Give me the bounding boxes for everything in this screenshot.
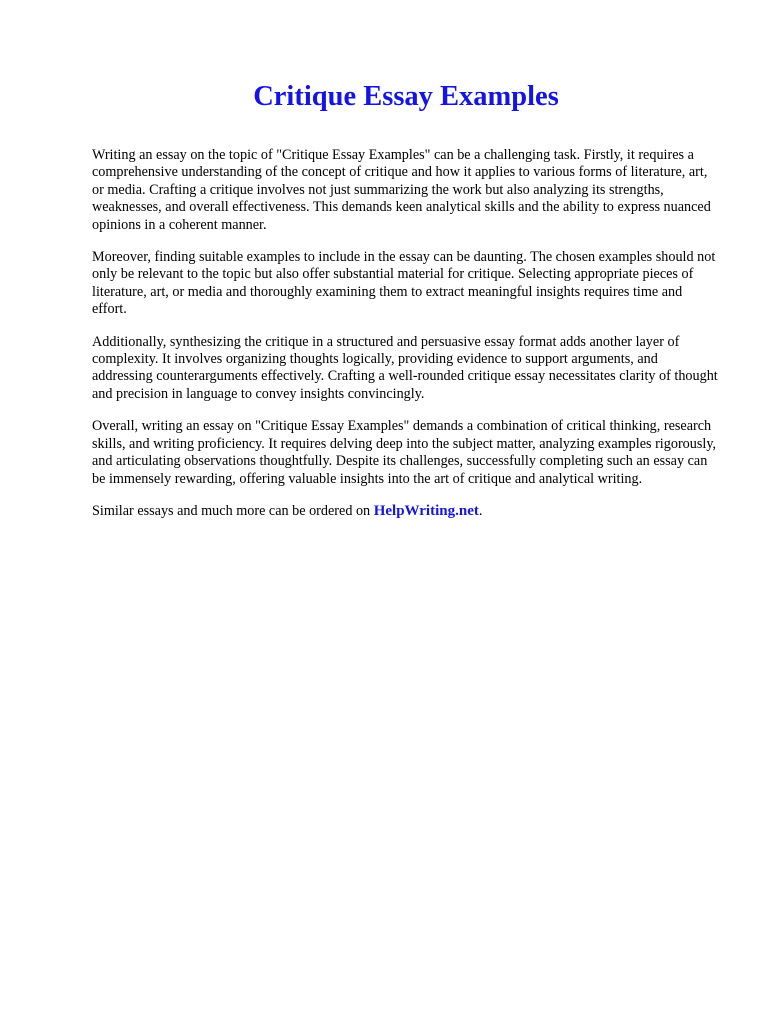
document-title: Critique Essay Examples xyxy=(253,81,559,112)
paragraph-3: Additionally, synthesizing the critique in a structured and persuasive essay format adds another layer of complexity. It involves organizing thoughts logically, providing evidence to support arguments, and addressing counterarguments effectively. Crafting a well-rounded critique essay necessitates clarity of thought and precision in language to convey insights convincingly. xyxy=(92,333,718,402)
closing-line xyxy=(92,503,720,520)
paragraph-1: Writing an essay on the topic of "Critique Essay Examples" can be a challenging task. Firstly, it requires a comprehensive understanding of the concept of critique and how it applies to various forms of literature, art, or media. Crafting a critique involves not just summarizing the work but also analyzing its strengths, weaknesses, and overall effectiveness. This demands keen analytical skills and the ability to express nuanced opinions in a coherent manner. xyxy=(92,147,711,233)
helpwriting-link[interactable]: HelpWriting.net xyxy=(373,502,479,519)
paragraph-2: Moreover, finding suitable examples to include in the essay can be daunting. The chosen examples should not only be relevant to the topic but also offer substantial material for critique. Selecting appropriate pieces of literature, art, or media and thoroughly examining them to extract meaningful insights requires time and effort. xyxy=(92,249,716,318)
paragraph-4: Overall, writing an essay on "Critique Essay Examples" demands a combination of critical thinking, research skills, and writing proficiency. It requires delving deep into the subject matter, analyzing examples rigorously, and articulating observations thoughtfully. Despite its challenges, successfully completing such an essay can be immensely rewarding, offering valuable insights into the art of critique and analytical writing. xyxy=(92,418,717,487)
closing-text: Similar essays and much more can be ordered on xyxy=(92,502,371,519)
closing-period: . xyxy=(478,502,483,519)
document-body xyxy=(92,147,720,520)
